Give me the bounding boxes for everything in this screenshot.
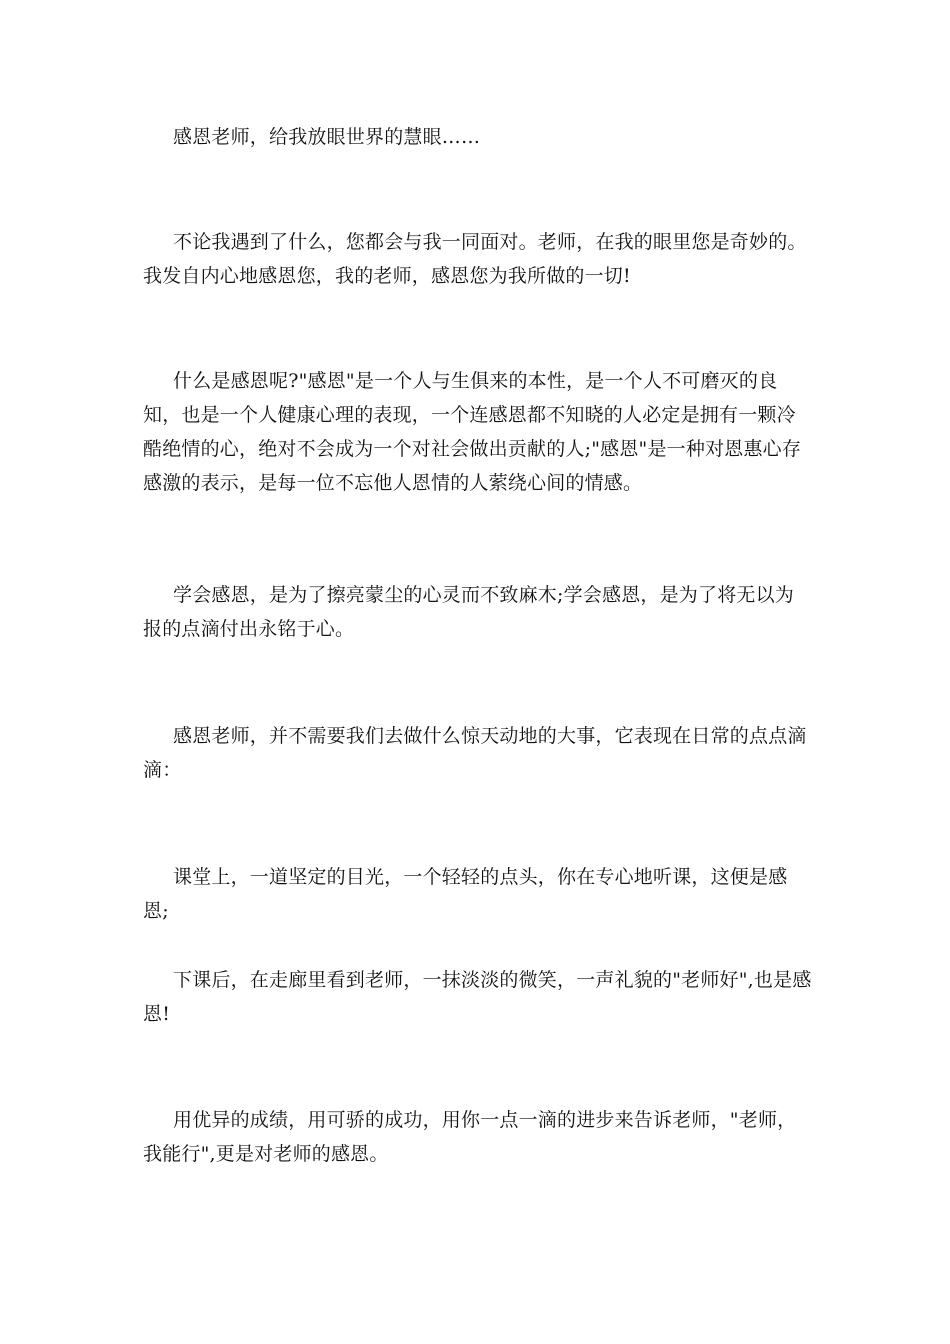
paragraph-6: 课堂上，一道坚定的目光，一个轻轻的点头，你在专心地听课，这便是感恩; [143,866,788,922]
paragraph-7: 下课后，在走廊里看到老师，一抹淡淡的微笑，一声礼貌的"老师好",也是感恩! [143,969,812,1025]
paragraph-2: 不论我遇到了什么，您都会与我一同面对。老师，在我的眼里您是奇妙的。我发自内心地感恩您，我的老师，感恩您为我所做的一切! [143,231,807,287]
paragraph-8: 用优异的成绩，用可骄的成功，用你一点一滴的进步来告诉老师，"老师，我能行",更是对老师的感恩。 [143,1109,797,1165]
paragraph-5: 感恩老师，并不需要我们去做什么惊天动地的大事，它表现在日常的点点滴滴： [143,725,807,781]
paragraph-3: 什么是感恩呢?"感恩"是一个人与生俱来的本性，是一个人不可磨灭的良知，也是一个人健康心理的表现，一个连感恩都不知晓的人必定是拥有一颗冷酷绝情的心，绝对不会成为一个对社会做出贡献的人;"感恩"是一种对恩惠心存感激的表示，是每一位不忘他人恩情的人萦绕心间的情感。 [143,370,802,494]
paragraph-4: 学会感恩，是为了擦亮蒙尘的心灵而不致麻木;学会感恩，是为了将无以为报的点滴付出永铭于心。 [143,584,795,640]
paragraph-1: 感恩老师，给我放眼世界的慧眼…… [173,126,481,148]
